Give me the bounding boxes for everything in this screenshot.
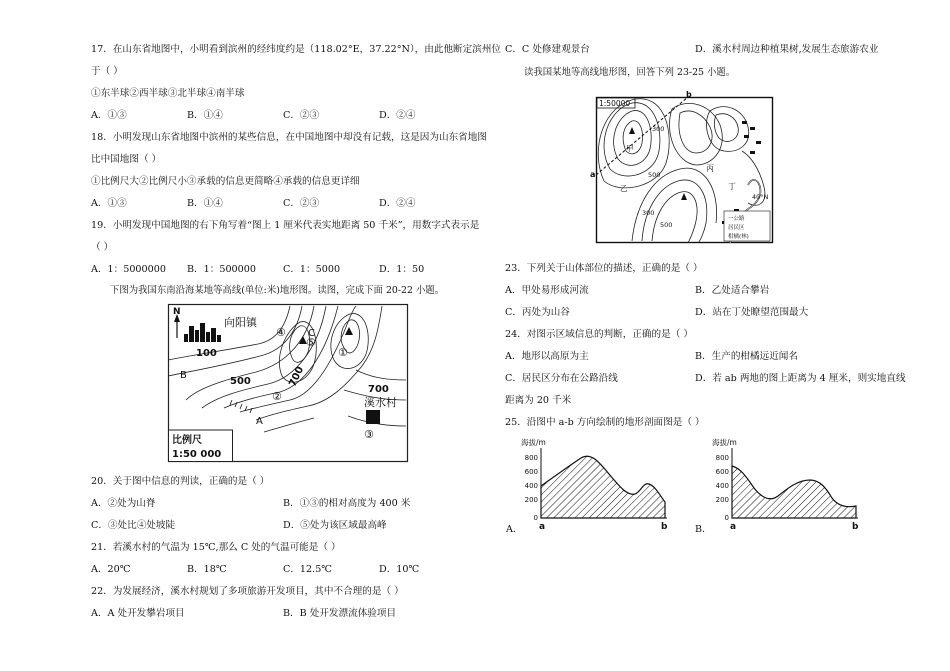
q21-option-d[interactable]: D．10℃ [379,564,420,575]
contour-500: 500 [230,376,251,387]
q19-option-a[interactable]: A．1：5000000 [91,264,166,275]
q19-option-c[interactable]: C．1：5000 [283,264,341,275]
map2-label-yi: 乙 [620,184,628,193]
map2-contour-500a: 500 [648,171,661,179]
profile-a-tick-200: 200 [524,496,538,504]
profile-b-x-b: b [852,522,859,532]
q20-stem: 20．关于图中信息的判读，正确的是（ ） [91,476,270,487]
scale-value: 1:50 000 [172,449,222,460]
map2-contour-300b: 300 [642,209,655,217]
q23-stem: 23．下列关于山体部位的描述，正确的是（ ） [505,263,703,274]
profile-a-x-b: b [661,522,668,532]
scale-title: 比例尺 [172,435,202,446]
map2-latitude: 40°N [752,193,769,201]
north-label: N [173,307,181,317]
q17-stem-line2: 于（ ） [91,66,123,77]
marker-3: ③ [364,428,374,441]
profile-b-tick-800: 800 [715,454,729,462]
profile-b-tick-400: 400 [715,482,729,490]
profile-b-terrain [732,466,856,518]
q24-option-d[interactable]: D．若 ab 两地的图上距离为 4 厘米，则实地直线 [695,373,906,384]
q17-option-c[interactable]: C．②③ [283,110,320,121]
map2-label-ding: 丁 [728,182,736,191]
q18-items: ①比例尺大②比例尺小③承载的信息更简略④承载的信息更详细 [91,176,360,187]
profile-a-label[interactable]: A． [506,524,523,535]
profile-b-tick-0: 0 [724,514,729,522]
point-a-label: A [256,416,263,427]
q25-stem: 25．沿图中 a-b 方向绘制的地形剖面图是（ ） [505,417,705,428]
profile-a-tick-600: 600 [524,468,538,476]
profile-a-x-a: a [539,522,546,532]
point-c-label: C [308,328,315,339]
q20-option-b[interactable]: B．①③的相对高度为 400 米 [283,498,411,509]
profile-b-tick-600: 600 [715,468,729,476]
map2-contour-300a: 300 [652,125,665,133]
profile-a-tick-800: 800 [524,454,538,462]
marker-4: ④ [276,326,286,339]
q19-option-d[interactable]: D．1：50 [379,264,425,275]
q17-stem-line1: 17．在山东省地图中，小明看到滨州的经纬度约是（118.02°E，37.22°N），由此他断定滨州位 [91,44,502,55]
q20-option-a[interactable]: A．②处为山脊 [91,498,156,509]
q23-option-c[interactable]: C．丙处为山谷 [505,307,570,318]
q23-25-intro: 读我国某地等高线地形图，回答下列 23-25 小题。 [524,67,736,78]
town-label: 向阳镇 [224,316,257,329]
q18-option-c[interactable]: C．②③ [283,198,320,209]
q18-option-d[interactable]: D．②④ [379,198,416,209]
profile-b-label[interactable]: B． [695,524,712,535]
q17-option-b[interactable]: B．①④ [187,110,223,121]
contour-700-a: 700 [287,364,307,389]
contour-map-1 [168,304,408,462]
profile-b-tick-200: 200 [715,496,729,504]
q17-option-d[interactable]: D．②④ [379,110,416,121]
q19-stem-line2: （ ） [91,242,114,253]
profile-a-ylabel: 海拔/m [521,438,546,447]
q21-option-b[interactable]: B．18℃ [187,564,227,575]
contour-700-b: 700 [368,384,389,395]
map2-legend-orchard: 柑橘(林) [728,234,749,240]
q24-option-c[interactable]: C．居民区分布在公路沿线 [505,373,618,384]
map2-label-jia: 甲 [626,144,634,153]
q23-option-b[interactable]: B．乙处适合攀岩 [695,285,770,296]
q18-stem-line2: 比中国地图（ ） [91,154,162,165]
q19-option-b[interactable]: B．1：500000 [187,264,256,275]
village-label: 溪水村 [364,396,397,409]
q17-items: ①东半球②西半球③北半球④南半球 [91,88,245,99]
map2-legend-road: 一公路 [728,216,745,222]
marker-1: ① [338,346,348,359]
q22-stem: 22．为发展经济，溪水村规划了多项旅游开发项目，其中不合理的是（ ） [91,586,404,597]
q24-option-b[interactable]: B．生产的柑橘远近闻名 [695,351,798,362]
profile-b-ylabel: 海拔/m [712,438,737,447]
q18-stem-line1: 18．小明发现山东省地图中滨州的某些信息，在中国地图中却没有记载，这是因为山东省地图 [91,132,487,143]
contour-100: 100 [196,348,217,359]
q22-option-d[interactable]: D．溪水村周边种植果树,发展生态旅游农业 [695,44,879,55]
map2-contour-500b: 500 [660,221,673,229]
profile-chart-b[interactable] [706,436,868,532]
q24-option-d-line2: 距离为 20 千米 [505,395,572,406]
q20-option-c[interactable]: C．③处比④处坡陡 [91,520,176,531]
marker-2: ② [272,390,282,403]
q22-option-b[interactable]: B．B 处开发漂流体验项目 [283,608,397,619]
q20-22-intro: 下图为我国东南沿海某地等高线(单位:米)地形图。读图，完成下面 20-22 小题。 [110,285,445,296]
q23-option-a[interactable]: A．甲处易形成河流 [505,285,589,296]
q17-option-a[interactable]: A．①③ [91,110,127,121]
map2-point-a: a [590,170,596,179]
q19-stem-line1: 19．小明发现中国地图的右下角写着“图上 1 厘米代表实地距离 50 千米”，用数字式表示是 [91,220,480,231]
map2-legend-residential: 居民区 [728,225,745,231]
q21-stem: 21．若溪水村的气温为 15℃,那么 C 处的气温可能是（ ） [91,542,341,553]
profile-a-tick-400: 400 [524,482,538,490]
q18-option-a[interactable]: A．①③ [91,198,127,209]
contour-map-2 [592,91,778,244]
village-marker [366,410,380,424]
profile-b-x-a: a [730,522,737,532]
profile-a-tick-0: 0 [533,514,538,522]
q22-option-c[interactable]: C．C 处修建观景台 [505,44,590,55]
q18-option-b[interactable]: B．①④ [187,198,223,209]
profile-chart-a[interactable] [515,436,677,532]
q24-stem: 24．对图示区域信息的判断，正确的是（ ） [505,329,693,340]
map2-label-bing: 丙 [706,164,714,173]
map2-point-b: b [686,90,692,99]
q22-option-a[interactable]: A．A 处开发攀岩项目 [91,608,185,619]
profile-a-terrain [541,456,665,518]
q21-option-c[interactable]: C．12.5℃ [283,564,333,575]
marker-5: ⑤ [306,336,316,349]
point-b-label: B [180,370,187,381]
q21-option-a[interactable]: A．20℃ [91,564,131,575]
q23-option-d[interactable]: D．站在丁处瞭望范围最大 [695,307,809,318]
q24-option-a[interactable]: A．地形以高原为主 [505,351,589,362]
map2-scale: 1:50000 [599,99,631,108]
q20-option-d[interactable]: D．⑤处为该区域最高峰 [283,520,387,531]
